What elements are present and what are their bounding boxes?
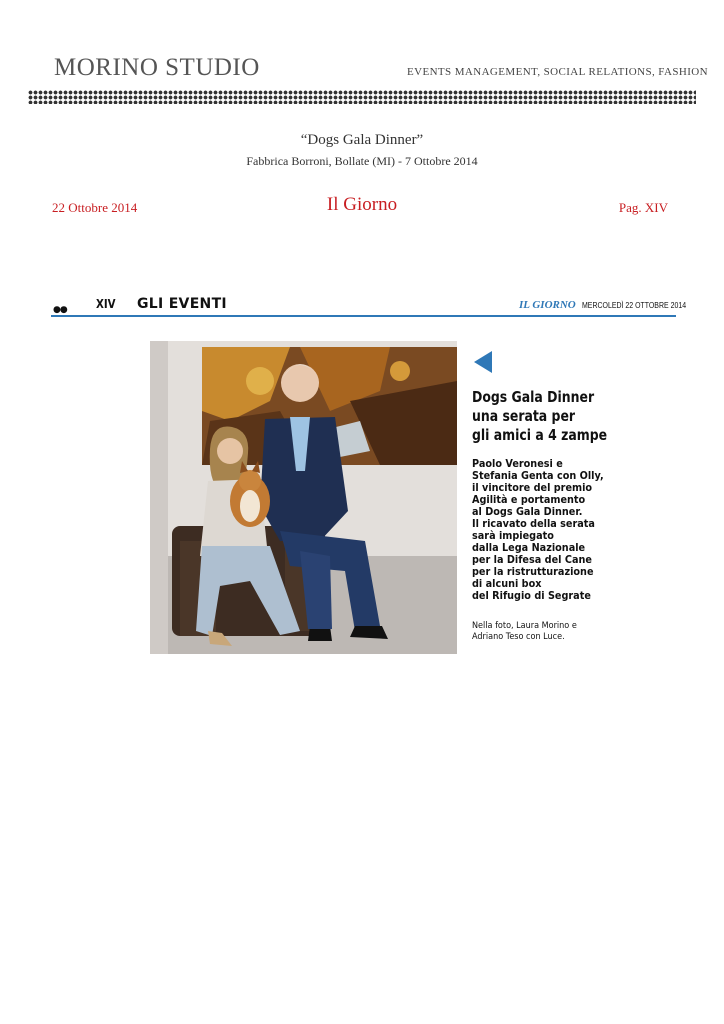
photo-caption bbox=[472, 621, 652, 643]
photo-illustration bbox=[150, 341, 457, 654]
newspaper-logo: IL GIORNO bbox=[519, 299, 576, 311]
body-line: Agilità e portamento bbox=[472, 493, 586, 506]
body-line: il vincitore del premio bbox=[472, 481, 593, 494]
body-line: sarà impiegato bbox=[472, 529, 554, 542]
body-line: per la ristrutturazione bbox=[472, 565, 594, 578]
caption-line: Nella foto, Laura Morino e bbox=[472, 621, 577, 631]
event-subtitle: Fabbrica Borroni, Bollate (MI) - 7 Ottobre 2014 bbox=[246, 154, 478, 168]
newspaper-section: GLI EVENTI bbox=[137, 296, 227, 312]
body-line: Il ricavato della serata bbox=[472, 517, 595, 530]
studio-tagline: EVENTS MANAGEMENT, SOCIAL RELATIONS, FASHION bbox=[407, 66, 708, 78]
headline-line: una serata per bbox=[472, 407, 576, 425]
triangle-left-icon bbox=[472, 349, 494, 375]
article-body bbox=[472, 458, 648, 602]
headline-line: gli amici a 4 zampe bbox=[472, 426, 608, 444]
publication-page: Pag. XIV bbox=[618, 200, 668, 215]
dotted-divider bbox=[28, 90, 696, 104]
body-line: per la Difesa del Cane bbox=[472, 553, 592, 566]
headline-line: Dogs Gala Dinner bbox=[472, 388, 595, 406]
bullet-icon: ●● bbox=[53, 305, 67, 315]
body-line: Paolo Veronesi e bbox=[472, 457, 563, 470]
caption-line: Adriano Teso con Luce. bbox=[472, 632, 565, 642]
article-headline bbox=[472, 388, 638, 445]
publication-name: Il Giorno bbox=[326, 194, 398, 215]
newspaper-header bbox=[51, 296, 687, 318]
article-photo bbox=[150, 341, 457, 654]
body-line: Stefania Genta con Olly, bbox=[472, 469, 604, 482]
body-line: dalla Lega Nazionale bbox=[472, 541, 586, 554]
newspaper-header-rule bbox=[51, 315, 676, 317]
publication-date: 22 Ottobre 2014 bbox=[52, 200, 138, 215]
studio-name: MORINO STUDIO bbox=[54, 54, 260, 81]
event-title: “Dogs Gala Dinner” bbox=[300, 132, 424, 148]
newspaper-issue-date: MERCOLEDÌ 22 OTTOBRE 2014 bbox=[582, 300, 687, 310]
body-line: del Rifugio di Segrate bbox=[472, 589, 591, 602]
body-line: di alcuni box bbox=[472, 577, 542, 590]
newspaper-page-number: XIV bbox=[96, 297, 116, 311]
body-line: al Dogs Gala Dinner. bbox=[472, 505, 583, 518]
